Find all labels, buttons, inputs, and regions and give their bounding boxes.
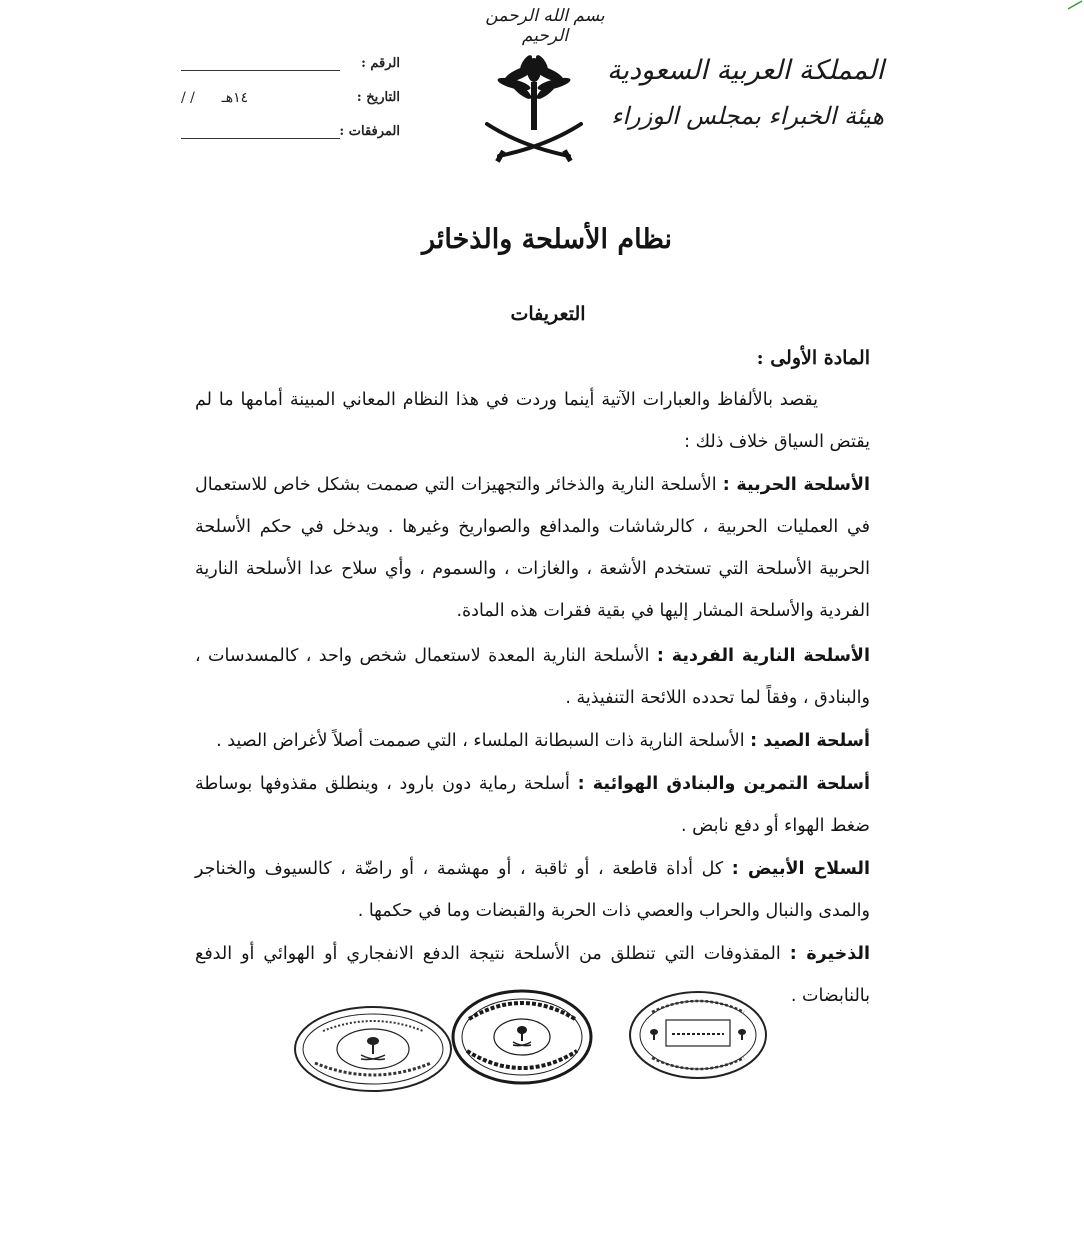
date-hijri-suffix: ١٤هـ xyxy=(221,90,249,106)
definition-bladed-weapons xyxy=(195,848,870,932)
definition-text: المقذوفات التي تنطلق من الأسلحة نتيجة الدفع الانفجاري أو الهوائي أو الدفع بالنابضات . xyxy=(195,944,870,1006)
stamp-administrative-communications xyxy=(628,990,768,1080)
definition-text: أسلحة رماية دون بارود ، وينطلق مقذوفها بوساطة ضغط الهواء أو دفع نابض . xyxy=(195,774,870,836)
definition-term: أسلحة الصيد : xyxy=(750,731,870,751)
date-slashes: / / xyxy=(181,90,195,106)
definition-term: السلاح الأبيض : xyxy=(731,859,870,879)
palm-swords-emblem-icon xyxy=(481,50,587,168)
definition-term: الذخيرة : xyxy=(789,944,870,964)
definition-military-weapons xyxy=(195,464,870,632)
definition-text: الأسلحة النارية والذخائر والتجهيزات التي صممت بشكل خاص للاستعمال في العمليات الحربية ، كالرشاشات والمدافع والصواريخ وغيرها . ويدخل في حكم الأسلحة الحربية الأسلحة التي تستخدم الأشعة ، والغازات ، والسموم ، وأي سلاح عدا الأسلحة النارية الفردية والأسلحة المشار إليها في بقية فقرات هذه المادة. xyxy=(195,475,870,621)
definition-text: الأسلحة النارية ذات السبطانة الملساء ، التي صممت أصلاً لأغراض الصيد . xyxy=(216,731,745,751)
organization-country-name: المملكة العربية السعودية xyxy=(606,55,884,86)
ref-number-label: الرقم : xyxy=(361,56,400,71)
intro-text: يقصد بالألفاظ والعبارات الآتية أينما وردت في هذا النظام المعاني المبينة أمامها ما لم يقتض السياق خلاف ذلك : xyxy=(195,390,870,452)
ref-number-line xyxy=(181,70,340,71)
definition-hunting-weapons xyxy=(195,720,870,762)
section-heading: التعريفات xyxy=(510,303,586,325)
attachments-row xyxy=(175,124,400,148)
stamp-general-secretariat xyxy=(451,989,593,1085)
date-field xyxy=(181,90,248,106)
definition-training-air-rifles xyxy=(195,763,870,847)
definition-term: أسلحة التمرين والبنادق الهوائية : xyxy=(577,774,870,794)
article-heading: المادة الأولى : xyxy=(756,347,870,369)
attachments-label: المرفقات : xyxy=(339,124,400,139)
definition-individual-firearms xyxy=(195,635,870,719)
stamp-experts-commission xyxy=(293,1005,453,1093)
definition-text: كل أداة قاطعة ، أو ثاقبة ، أو مهشمة ، أو راضّة ، كالسيوف والخناجر والمدى والنبال والحراب والعصي ذات الحربة والقبضات وما في حكمها . xyxy=(195,859,870,921)
basmala-calligraphy: بسم الله الرحمن الرحيم xyxy=(485,6,605,46)
attachments-line xyxy=(181,138,340,139)
organization-body-name: هيئة الخبراء بمجلس الوزراء xyxy=(611,102,884,130)
definition-term: الأسلحة الحربية : xyxy=(722,475,870,495)
definition-text: الأسلحة النارية المعدة لاستعمال شخص واحد ، كالمسدسات ، والبنادق ، وفقاً لما تحدده اللائحة التنفيذية . xyxy=(195,646,870,708)
corner-scan-mark xyxy=(1066,0,1084,10)
date-row xyxy=(175,90,400,114)
intro-paragraph xyxy=(195,379,870,463)
definition-term: الأسلحة النارية الفردية : xyxy=(656,646,870,666)
date-label: التاريخ : xyxy=(356,90,400,105)
document-title: نظام الأسلحة والذخائر xyxy=(421,224,673,255)
ref-number-row xyxy=(175,56,400,80)
